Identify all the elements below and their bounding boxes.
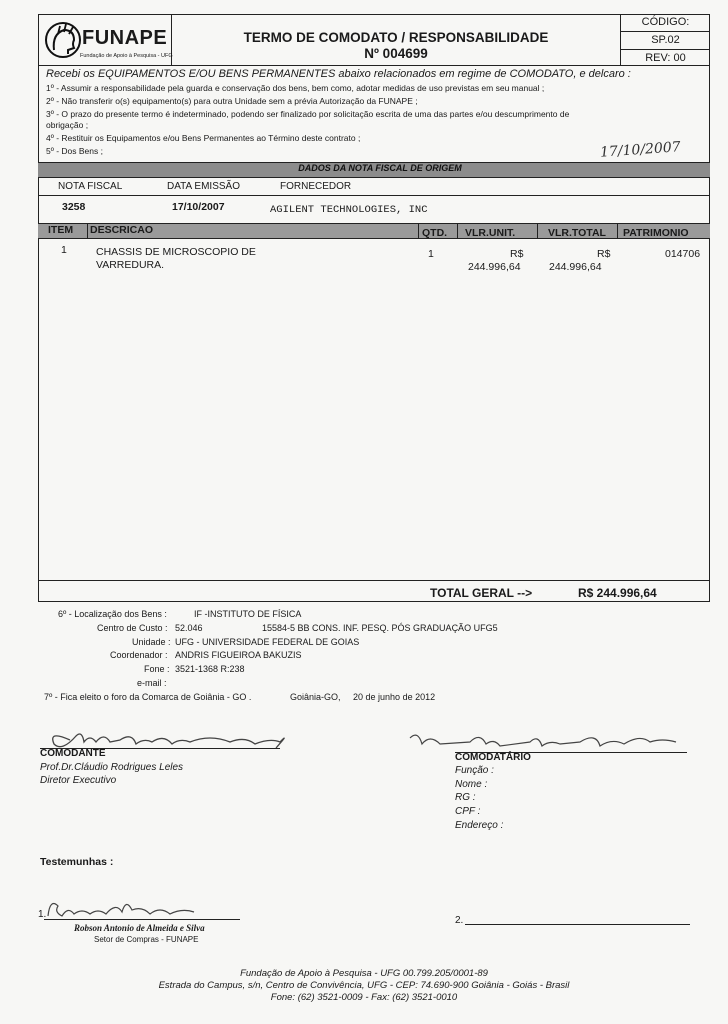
city-date: Goiânia-GO, 20 de junho de 2012 bbox=[290, 692, 436, 702]
invoice-date: 17/10/2007 bbox=[172, 201, 225, 213]
coordinator-value: ANDRIS FIGUEIROA BAKUZIS bbox=[175, 650, 302, 660]
comodatario-rg: RG : bbox=[455, 792, 476, 803]
col-patrimonio: PATRIMONIO bbox=[623, 227, 689, 239]
email-label: e-mail : bbox=[137, 678, 167, 688]
col-qty: QTD. bbox=[422, 227, 448, 239]
invoice-col-nf: NOTA FISCAL bbox=[58, 181, 123, 192]
row-unit-currency: R$ bbox=[510, 248, 524, 260]
clause-5: 5º - Dos Bens ; bbox=[46, 146, 103, 156]
invoice-col-supplier: FORNECEDOR bbox=[280, 181, 352, 192]
row-patrimonio: 014706 bbox=[665, 248, 701, 260]
row-qty: 1 bbox=[428, 248, 434, 260]
row-description-1: CHASSIS DE MICROSCOPIO DE bbox=[96, 246, 256, 258]
coordinator-label: Coordenador : bbox=[110, 650, 168, 660]
comodatario-nome: Nome : bbox=[455, 779, 488, 790]
title-number: Nº 004699 bbox=[364, 46, 428, 61]
document-title bbox=[172, 30, 620, 62]
col-total: VLR.TOTAL bbox=[548, 227, 606, 239]
col-sep bbox=[537, 223, 538, 239]
row-description-2: VARREDURA. bbox=[96, 259, 165, 271]
col-sep bbox=[418, 223, 419, 239]
footer-line-3: Fone: (62) 3521-0009 - Fax: (62) 3521-0010 bbox=[270, 992, 458, 1003]
witnesses-label: Testemunhas : bbox=[40, 856, 114, 868]
comodatario-funcao: Função : bbox=[455, 765, 494, 776]
jurisdiction-clause: 7º - Fica eleito o foro da Comarca de Goiânia - GO . bbox=[44, 692, 252, 702]
code-label: CÓDIGO: bbox=[621, 14, 710, 32]
code-box bbox=[620, 14, 710, 66]
clause-4: 4º - Restituir os Equipamentos e/ou Bens Permanentes ao Término deste contrato ; bbox=[46, 133, 361, 143]
intro-text: Recebi os EQUIPAMENTOS E/OU BENS PERMANENTES abaixo relacionados em regime de COMODATO, e delcaro : bbox=[46, 68, 631, 80]
witness-2-number: 2. bbox=[455, 915, 464, 926]
row-total-value: 244.996,64 bbox=[549, 261, 602, 273]
handwritten-date: 17/10/2007 bbox=[599, 139, 682, 161]
clause-3-cont: obrigação ; bbox=[46, 120, 89, 130]
col-item: ITEM bbox=[48, 224, 74, 236]
comodante-label: COMODANTE bbox=[40, 748, 106, 759]
invoice-band-title: DADOS DA NOTA FISCAL DE ORIGEM bbox=[298, 163, 462, 173]
title-line-1: TERMO DE COMODATO / RESPONSABILIDADE bbox=[243, 30, 549, 45]
comodante-name: Prof.Dr.Cláudio Rodrigues Leles bbox=[40, 762, 184, 773]
revision: REV: 00 bbox=[645, 52, 686, 64]
logo-text: FUNAPE bbox=[82, 27, 168, 49]
col-description: DESCRICAO bbox=[90, 224, 154, 236]
code-value: SP.02 bbox=[621, 32, 710, 50]
comodatario-signature-icon bbox=[400, 724, 690, 752]
cost-center-label: Centro de Custo : bbox=[97, 623, 168, 633]
location-value: IF -INSTITUTO DE FÍSICA bbox=[194, 609, 302, 619]
phone-label: Fone : bbox=[144, 664, 170, 674]
row-total-currency: R$ bbox=[597, 248, 611, 260]
witness-2-line bbox=[465, 924, 690, 925]
total-value: R$ 244.996,64 bbox=[578, 586, 657, 600]
clause-3: 3º - O prazo do presente termo é indeterminado, podendo ser finalizado por solicitação escrita de uma das partes e/ou descumprimento de bbox=[46, 109, 570, 119]
footer-line-2: Estrada do Campus, s/n, Centro de Convivência, UFG - CEP: 74.690-900 Goiânia - Goiás - Brasil bbox=[158, 980, 570, 991]
unit-label: Unidade : bbox=[132, 637, 171, 647]
location-label: 6º - Localização dos Bens : bbox=[58, 609, 167, 619]
row-item-number: 1 bbox=[61, 244, 67, 256]
total-label: TOTAL GERAL --> bbox=[430, 586, 533, 600]
comodatario-label: COMODATÁRIO bbox=[455, 752, 531, 763]
witness-1-role: Setor de Compras - FUNAPE bbox=[94, 935, 199, 944]
col-sep bbox=[87, 223, 88, 239]
footer bbox=[0, 968, 728, 1004]
row-unit-value: 244.996,64 bbox=[468, 261, 521, 273]
comodante-role: Diretor Executivo bbox=[40, 775, 117, 786]
comodatario-endereco: Endereço : bbox=[455, 820, 504, 831]
cost-center-account: 15584-5 BB CONS. INF. PESQ. PÓS GRADUAÇÃO UFG5 bbox=[262, 623, 498, 633]
invoice-col-date: DATA EMISSÃO bbox=[167, 181, 240, 192]
logo-subtitle: Fundação de Apoio à Pesquisa - UFG bbox=[80, 53, 173, 59]
funape-logo-icon bbox=[44, 20, 82, 60]
clause-2: 2º - Não transferir o(s) equipamento(s) para outra Unidade sem a prévia Autorização da FUNAPE ; bbox=[46, 96, 418, 106]
invoice-supplier: AGILENT TECHNOLOGIES, INC bbox=[270, 204, 428, 216]
invoice-number: 3258 bbox=[62, 201, 86, 213]
clause-1: 1º - Assumir a responsabilidade pela guarda e conservação dos bens, bem como, adotar medidas de uso previstas em seu manual ; bbox=[46, 83, 545, 93]
total-divider bbox=[38, 580, 710, 581]
witness-1-name: Robson Antonio de Almeida e Silva bbox=[74, 923, 205, 933]
footer-line-1: Fundação de Apoio à Pesquisa - UFG 00.799.205/0001-89 bbox=[240, 968, 488, 979]
witness-1-number: 1. bbox=[38, 909, 47, 920]
comodatario-cpf: CPF : bbox=[455, 806, 481, 817]
col-unit: VLR.UNIT. bbox=[465, 227, 516, 239]
phone-value: 3521-1368 R:238 bbox=[175, 664, 245, 674]
unit-value: UFG - UNIVERSIDADE FEDERAL DE GOIAS bbox=[175, 637, 360, 647]
col-sep bbox=[617, 223, 618, 239]
col-sep bbox=[457, 223, 458, 239]
cost-center-value: 52.046 bbox=[175, 623, 203, 633]
witness-1-line bbox=[44, 919, 240, 920]
invoice-divider bbox=[38, 195, 710, 196]
